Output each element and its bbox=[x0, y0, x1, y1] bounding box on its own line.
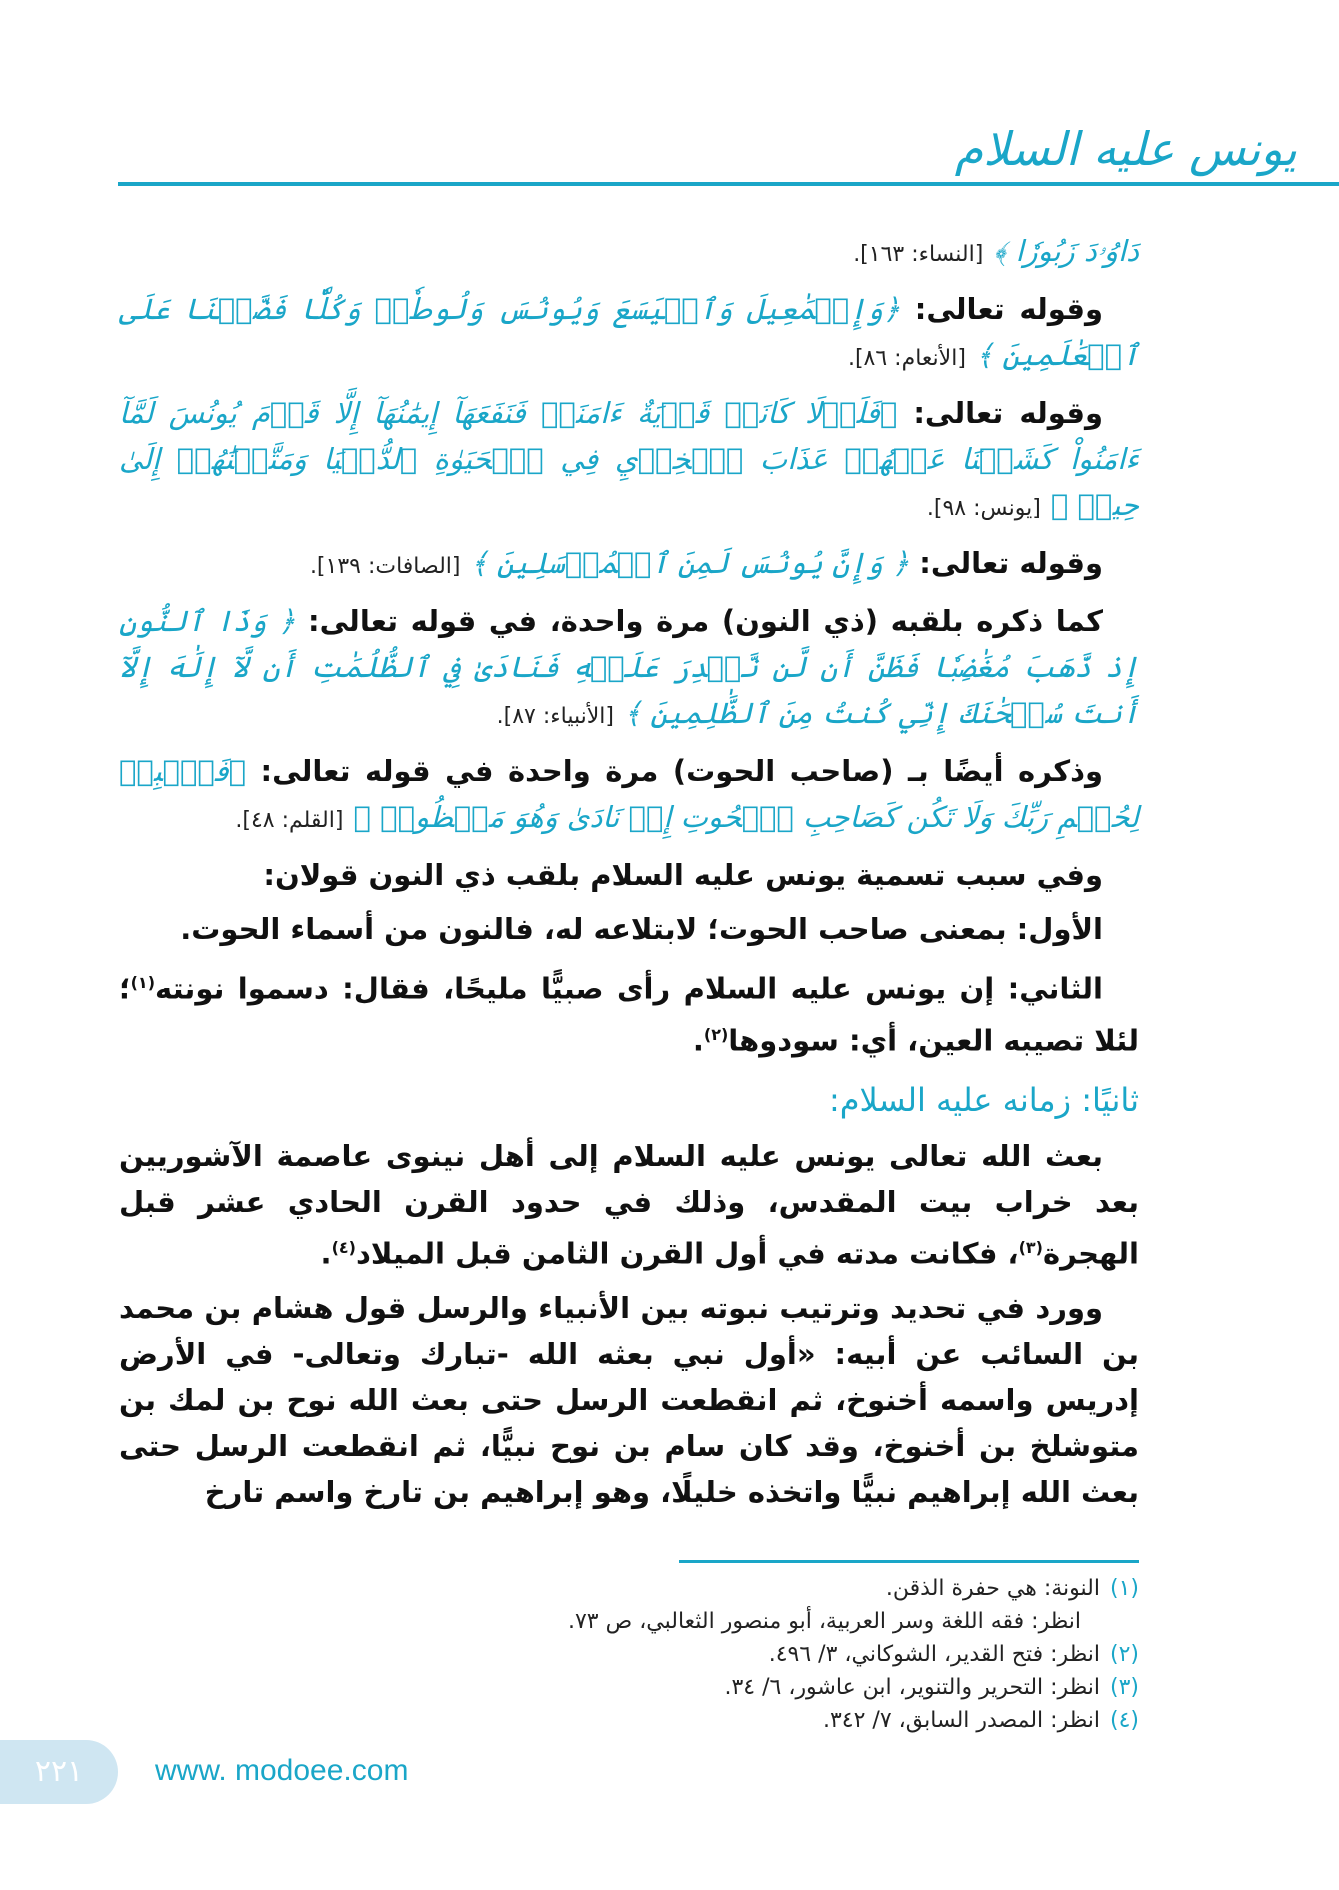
footnote-text: النونة: هي حفرة الذقن. bbox=[885, 1576, 1100, 1601]
paragraph-1 bbox=[119, 228, 1139, 278]
verse: ﴿وَإِسۡمَٰعِيلَ وَٱلۡيَسَعَ وَيُونُسَ وَلُوطٗاۚ وَكُلّٗا فَضَّلۡنَا عَلَى ٱلۡعَٰلَمِينَ ﴾ bbox=[119, 292, 1139, 372]
paragraph-3 bbox=[119, 390, 1139, 532]
verse: ﴿ وَذَا ٱلنُّونِ إِذ ذَّهَبَ مُغَٰضِبٗا فَظَنَّ أَن لَّن نَّقۡدِرَ عَلَيۡهِ فَنَادَىٰ فِي ٱلظُّلُمَٰتِ أَن لَّآ إِلَٰهَ إِلَّآ أَنتَ سُبۡحَٰنَكَ إِنِّي كُنتُ مِنَ ٱلظَّٰلِمِينَ ﴾ bbox=[119, 604, 1139, 730]
verse: دَاوُۥدَ زَبُورٗا ﴾ bbox=[993, 234, 1139, 268]
footnote-text: انظر: فتح القدير، الشوكاني، ٣/ ٤٩٦. bbox=[768, 1642, 1100, 1667]
footnote bbox=[119, 1671, 1139, 1704]
footnote-number: (٤) bbox=[1109, 1708, 1139, 1733]
verse-reference: [الأنبياء: ٨٧]. bbox=[496, 704, 614, 729]
verse: ﴿فَلَوۡلَا كَانَتۡ قَرۡيَةٌ ءَامَنَتۡ فَنَفَعَهَآ إِيمَٰنُهَآ إِلَّا قَوۡمَ يُونُسَ لَمَّآ ءَامَنُواْ كَشَفۡنَا عَنۡهُمۡ عَذَابَ ٱلۡخِزۡيِ فِي ٱلۡحَيَوٰةِ ٱلدُّنۡيَا وَمَتَّعۡنَٰهُمۡ إِلَىٰ حِينٖ ﴾ bbox=[119, 396, 1139, 522]
verse: ﴿ وَإِنَّ يُونُسَ لَمِنَ ٱلۡمُرۡسَلِينَ ﴾ bbox=[470, 546, 910, 580]
footnote-number: (٢) bbox=[1109, 1642, 1139, 1667]
footnote-marker[interactable]: (٣) bbox=[1018, 1238, 1043, 1258]
lead-text: وقوله تعالى: bbox=[909, 546, 1103, 580]
main-text bbox=[119, 228, 1139, 1523]
footnote-text: انظر: المصدر السابق، ٧/ ٣٤٢. bbox=[822, 1708, 1100, 1733]
lead-text: وقوله تعالى: bbox=[897, 396, 1103, 430]
paragraph-4 bbox=[119, 540, 1139, 590]
text-run: ، فكانت مدته في أول القرن الثامن قبل الميلاد bbox=[355, 1236, 1019, 1271]
footnote-number: (١) bbox=[1109, 1576, 1139, 1601]
text-run: . bbox=[320, 1236, 332, 1271]
footnote-number: (٣) bbox=[1109, 1675, 1139, 1700]
text-run: ؛ لئلا تصيبه العين، أي: سودوها bbox=[119, 971, 1139, 1058]
footnote bbox=[119, 1605, 1139, 1638]
footnote-text: انظر: التحرير والتنوير، ابن عاشور، ٦/ ٣٤. bbox=[724, 1675, 1100, 1700]
page-number: ٢٢١ bbox=[0, 1740, 118, 1804]
paragraph-8: الأول: بمعنى صاحب الحوت؛ لابتلاعه له، فالنون من أسماء الحوت. bbox=[180, 912, 1103, 946]
footnote bbox=[119, 1638, 1139, 1671]
section-paragraph-2: وورد في تحديد وترتيب نبوته بين الأنبياء والرسل قول هشام بن محمد بن السائب عن أبيه: «أول نبي بعثه الله -تبارك وتعالى- في الأرض إدريس واسمه أخنوخ، ثم انقطعت الرسل حتى بعث الله نوح بن لمك بن متوشلخ بن أخنوخ، وقد كان سام بن نوح نبيًّا، ثم انقطعت الرسل حتى بعث الله إبراهيم نبيًّا واتخذه خليلًا، وهو إبراهيم بن تارخ واسم تارخ bbox=[119, 1290, 1139, 1509]
text-run: . bbox=[692, 1023, 704, 1058]
section-heading: ثانيًا: زمانه عليه السلام: bbox=[828, 1081, 1139, 1120]
verse-reference: [الأنعام: ٨٦]. bbox=[847, 346, 966, 371]
chapter-title: يونس عليه السلام bbox=[954, 122, 1297, 176]
section-paragraph-1 bbox=[119, 1133, 1139, 1277]
verse-reference: [القلم: ٤٨]. bbox=[235, 808, 344, 833]
footnote bbox=[119, 1704, 1139, 1737]
footnote bbox=[119, 1572, 1139, 1605]
paragraph-5 bbox=[119, 598, 1139, 740]
text-run: بعث الله تعالى يونس عليه السلام إلى أهل نينوى عاصمة الآشوريين بعد خراب بيت المقدس، وذلك في حدود القرن الحادي عشر قبل الهجرة bbox=[119, 1139, 1139, 1271]
footnote-rule bbox=[679, 1560, 1139, 1563]
lead-text: وذكره أيضًا بـ (صاحب الحوت) مرة واحدة في قوله تعالى: bbox=[246, 754, 1103, 788]
verse-reference: [الصافات: ١٣٩]. bbox=[309, 554, 461, 579]
footnote-text: انظر: فقه اللغة وسر العربية، أبو منصور الثعالبي، ص ٧٣. bbox=[567, 1609, 1081, 1634]
website-link[interactable]: www. modoee.com bbox=[155, 1754, 409, 1787]
running-header bbox=[0, 118, 1339, 198]
header-rule bbox=[118, 182, 1339, 186]
footnote-marker[interactable]: (١) bbox=[130, 973, 155, 992]
page-footer bbox=[0, 1740, 500, 1810]
verse: ﴿فَٱصۡبِرۡ لِحُكۡمِ رَبِّكَ وَلَا تَكُن كَصَاحِبِ ٱلۡحُوتِ إِذۡ نَادَىٰ وَهُوَ مَكۡظُومٞ ﴾ bbox=[119, 754, 1139, 834]
paragraph-9 bbox=[119, 960, 1139, 1063]
footnote-marker[interactable]: (٢) bbox=[703, 1024, 729, 1044]
footnote-marker[interactable]: (٤) bbox=[331, 1238, 356, 1258]
verse-reference: [النساء: ١٦٣]. bbox=[853, 242, 984, 267]
paragraph-7: وفي سبب تسمية يونس عليه السلام بلقب ذي النون قولان: bbox=[263, 858, 1103, 892]
lead-text: كما ذكره بلقبه (ذي النون) مرة واحدة، في قوله تعالى: bbox=[295, 604, 1103, 638]
footnotes bbox=[119, 1572, 1139, 1737]
lead-text: وقوله تعالى: bbox=[900, 292, 1103, 326]
text-run: الثاني: إن يونس عليه السلام رأى صبيًّا مليحًا، فقال: دسموا نونته bbox=[155, 971, 1103, 1006]
paragraph-2 bbox=[119, 286, 1139, 382]
paragraph-6 bbox=[119, 748, 1139, 844]
verse-reference: [يونس: ٩٨]. bbox=[926, 496, 1041, 521]
